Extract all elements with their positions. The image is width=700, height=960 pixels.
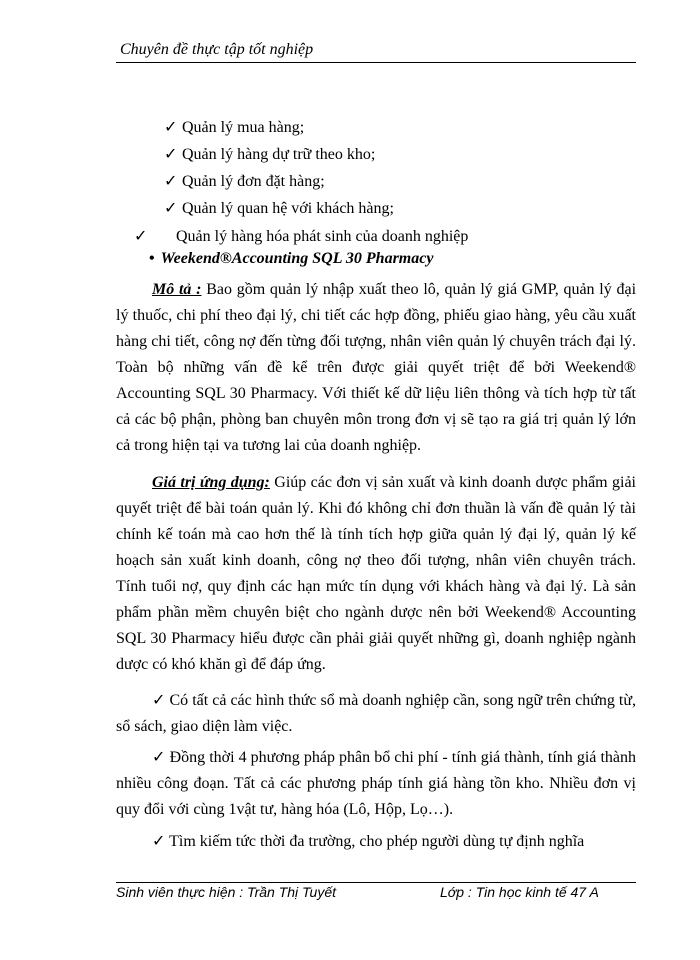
- feature-item: [134, 226, 468, 246]
- check-icon: ✓: [152, 749, 166, 766]
- check-icon: ✓: [134, 228, 148, 245]
- description-paragraph: [116, 277, 636, 459]
- point-paragraph: [116, 745, 636, 823]
- feature-text: Quản lý hàng dự trữ theo kho;: [182, 146, 376, 163]
- application-value-text: Giúp các đơn vị sản xuất và kinh doanh dược phẩm giải quyết triệt để bài toán quản lý. Khi đó không chỉ đơn thuần là vấn đề quản lý tài chính kế toán mà cao hơn thế là tính tích hợp giữa quản lý đại lý, quản lý kế hoạch sản xuất kinh doanh, công nợ theo đối tượng, nhân viên chuyên trách. Tính tuổi nợ, quy định các hạn mức tín dụng với khách hàng và đại lý. Là sản phẩm phần mềm chuyên biệt cho ngành dược nên bởi Weekend® Accounting SQL 30 Pharmacy hiểu được cần phải giải quyết những gì, doanh nghiệp ngành dược có khó khăn gì để đáp ứng.: [116, 474, 636, 673]
- description-text: Bao gồm quản lý nhập xuất theo lô, quản lý giá GMP, quản lý đại lý thuốc, chi phí theo đại lý, chi tiết các hợp đồng, phiếu giao hàng, yêu cầu xuất hàng chi tiết, công nợ đến từng đối tượng, nhân viên quản lý chuyên trách đại lý. Toàn bộ những vấn đề kể trên được giải quyết triệt để bởi Weekend® Accounting SQL 30 Pharmacy. Với thiết kế dữ liệu liên thông và tích hợp từ tất cả các bộ phận, phòng ban chuyên môn trong đơn vị sẽ tạo ra giá trị quản lý lớn cả trong hiện tại va tương lai của doanh nghiệp.: [116, 281, 637, 454]
- product-title: Weekend®Accounting SQL 30 Pharmacy: [160, 250, 434, 267]
- point-text: Có tất cả các hình thức sổ mà doanh nghiệp cần, song ngữ trên chứng từ, sổ sách, giao diện làm việc.: [116, 692, 637, 735]
- check-icon: ✓: [164, 146, 178, 163]
- feature-text: Quản lý quan hệ với khách hàng;: [182, 200, 394, 217]
- point-paragraph: [116, 829, 636, 855]
- application-value-label: Giá trị ứng dụng:: [152, 474, 270, 491]
- footer-divider: [116, 882, 636, 883]
- feature-text: Quản lý hàng hóa phát sinh của doanh nghiệp: [176, 228, 469, 245]
- feature-text: Quản lý mua hàng;: [182, 119, 305, 136]
- point-text: Đồng thời 4 phương pháp phân bổ chi phí - tính giá thành, tính giá thành nhiều công đoạn. Tất cả các phương pháp tính giá hàng tồn kho. Nhiều đơn vị quy đổi với cùng 1vật tư, hàng hóa (Lô, Hộp, Lọ…).: [116, 749, 637, 818]
- description-label: Mô tả :: [152, 281, 202, 298]
- header-title: Chuyên đề thực tập tốt nghiệp: [120, 41, 314, 58]
- feature-item: [164, 198, 394, 218]
- bullet-icon: •: [149, 250, 155, 267]
- point-text: Tìm kiếm tức thời đa trường, cho phép người dùng tự định nghĩa: [169, 833, 585, 850]
- check-icon: ✓: [164, 119, 178, 136]
- footer-student: Sinh viên thực hiện : Trần Thị Tuyết: [116, 884, 337, 900]
- feature-item: [164, 171, 325, 191]
- product-heading: [149, 250, 433, 268]
- check-icon: ✓: [152, 692, 166, 709]
- feature-item: [164, 117, 304, 137]
- footer-class: Lớp : Tin học kinh tế 47 A: [440, 884, 599, 900]
- feature-item: [164, 144, 375, 164]
- feature-text: Quản lý đơn đặt hàng;: [182, 173, 325, 190]
- check-icon: ✓: [164, 173, 178, 190]
- header-divider: [116, 62, 636, 63]
- check-icon: ✓: [152, 833, 166, 850]
- check-icon: ✓: [164, 200, 178, 217]
- application-value-paragraph: [116, 470, 636, 678]
- point-paragraph: [116, 688, 636, 740]
